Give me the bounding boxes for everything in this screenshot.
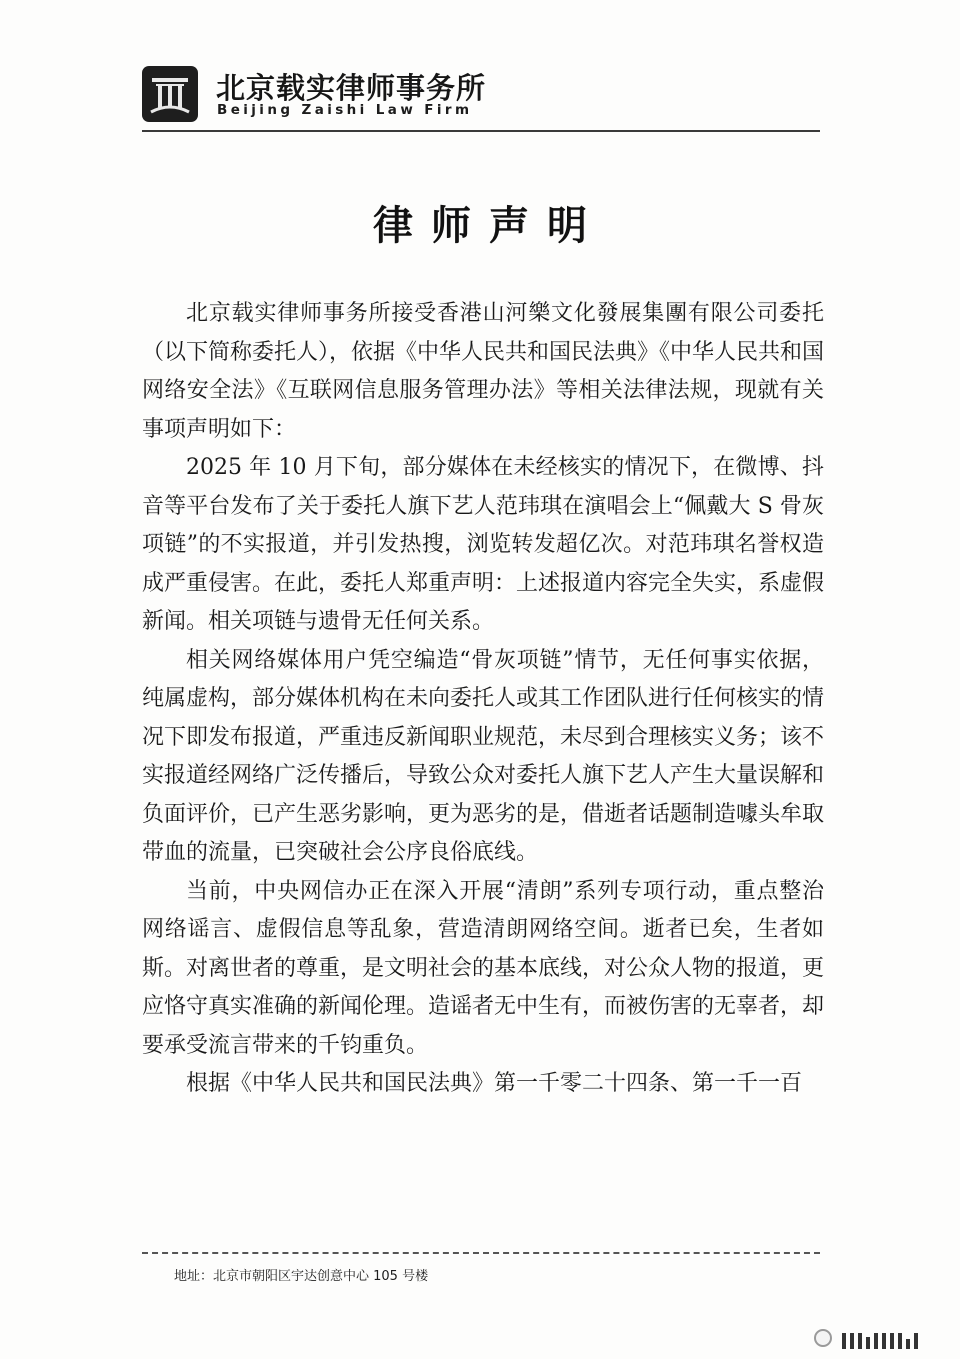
document-title: 律师声明 <box>373 203 605 249</box>
platform-watermark-icon <box>814 1326 944 1350</box>
firm-name-chinese: 北京载实律师事务所 <box>216 71 487 105</box>
statement-body <box>142 295 824 1104</box>
header-divider <box>142 130 820 132</box>
paragraph: 当前，中央网信办正在深入开展“清朗”系列专项行动，重点整治网络谣言、虚假信息等乱象，营造清朗网络空间。逝者已矣，生者如斯。对离世者的尊重，是文明社会的基本底线，对公众人物的报道，更应恪守真实准确的新闻伦理。造谣者无中生有，而被伤害的无辜者，却要承受流言带来的千钧重负。 <box>142 878 825 1058</box>
paragraph: 根据《中华人民共和国民法典》第一千零二十四条、第一千一百 <box>186 1071 803 1096</box>
footer-divider <box>142 1252 820 1254</box>
footer-address: 地址：北京市朝阳区宇达创意中心 105 号楼 <box>174 1269 429 1284</box>
law-firm-logo-icon <box>142 66 198 122</box>
paragraph: 相关网络媒体用户凭空编造“骨灰项链”情节，无任何事实依据，纯属虚构，部分媒体机构在未向委托人或其工作团队进行任何核实的情况下即发布报道，严重违反新闻职业规范，未尽到合理核实义务；该不实报道经网络广泛传播后，导致公众对委托人旗下艺人产生大量误解和负面评价，已产生恶劣影响，更为恶劣的是，借逝者话题制造噱头牟取带血的流量，已突破社会公序良俗底线。 <box>142 647 825 865</box>
firm-name-english: Beijing Zaishi Law Firm <box>217 102 473 118</box>
watermark-bars-icon <box>842 1330 922 1349</box>
watermark-dot-icon <box>814 1329 832 1347</box>
letterhead <box>142 64 822 128</box>
paragraph: 北京载实律师事务所接受香港山河樂文化發展集團有限公司委托（以下简称委托人），依据《中华人民共和国民法典》《中华人民共和国网络安全法》《互联网信息服务管理办法》等相关法律法规，现就有关事项声明如下： <box>142 301 825 442</box>
paragraph: 2025 年 10 月下旬，部分媒体在未经核实的情况下，在微博、抖音等平台发布了关于委托人旗下艺人范玮琪在演唱会上“佩戴大 S 骨灰项链”的不实报道，并引发热搜，浏览转发超亿次。对范玮琪名誉权造成严重侵害。在此，委托人郑重声明：上述报道内容完全失实，系虚假新闻。相关项链与遗骨无任何关系。 <box>142 455 825 634</box>
